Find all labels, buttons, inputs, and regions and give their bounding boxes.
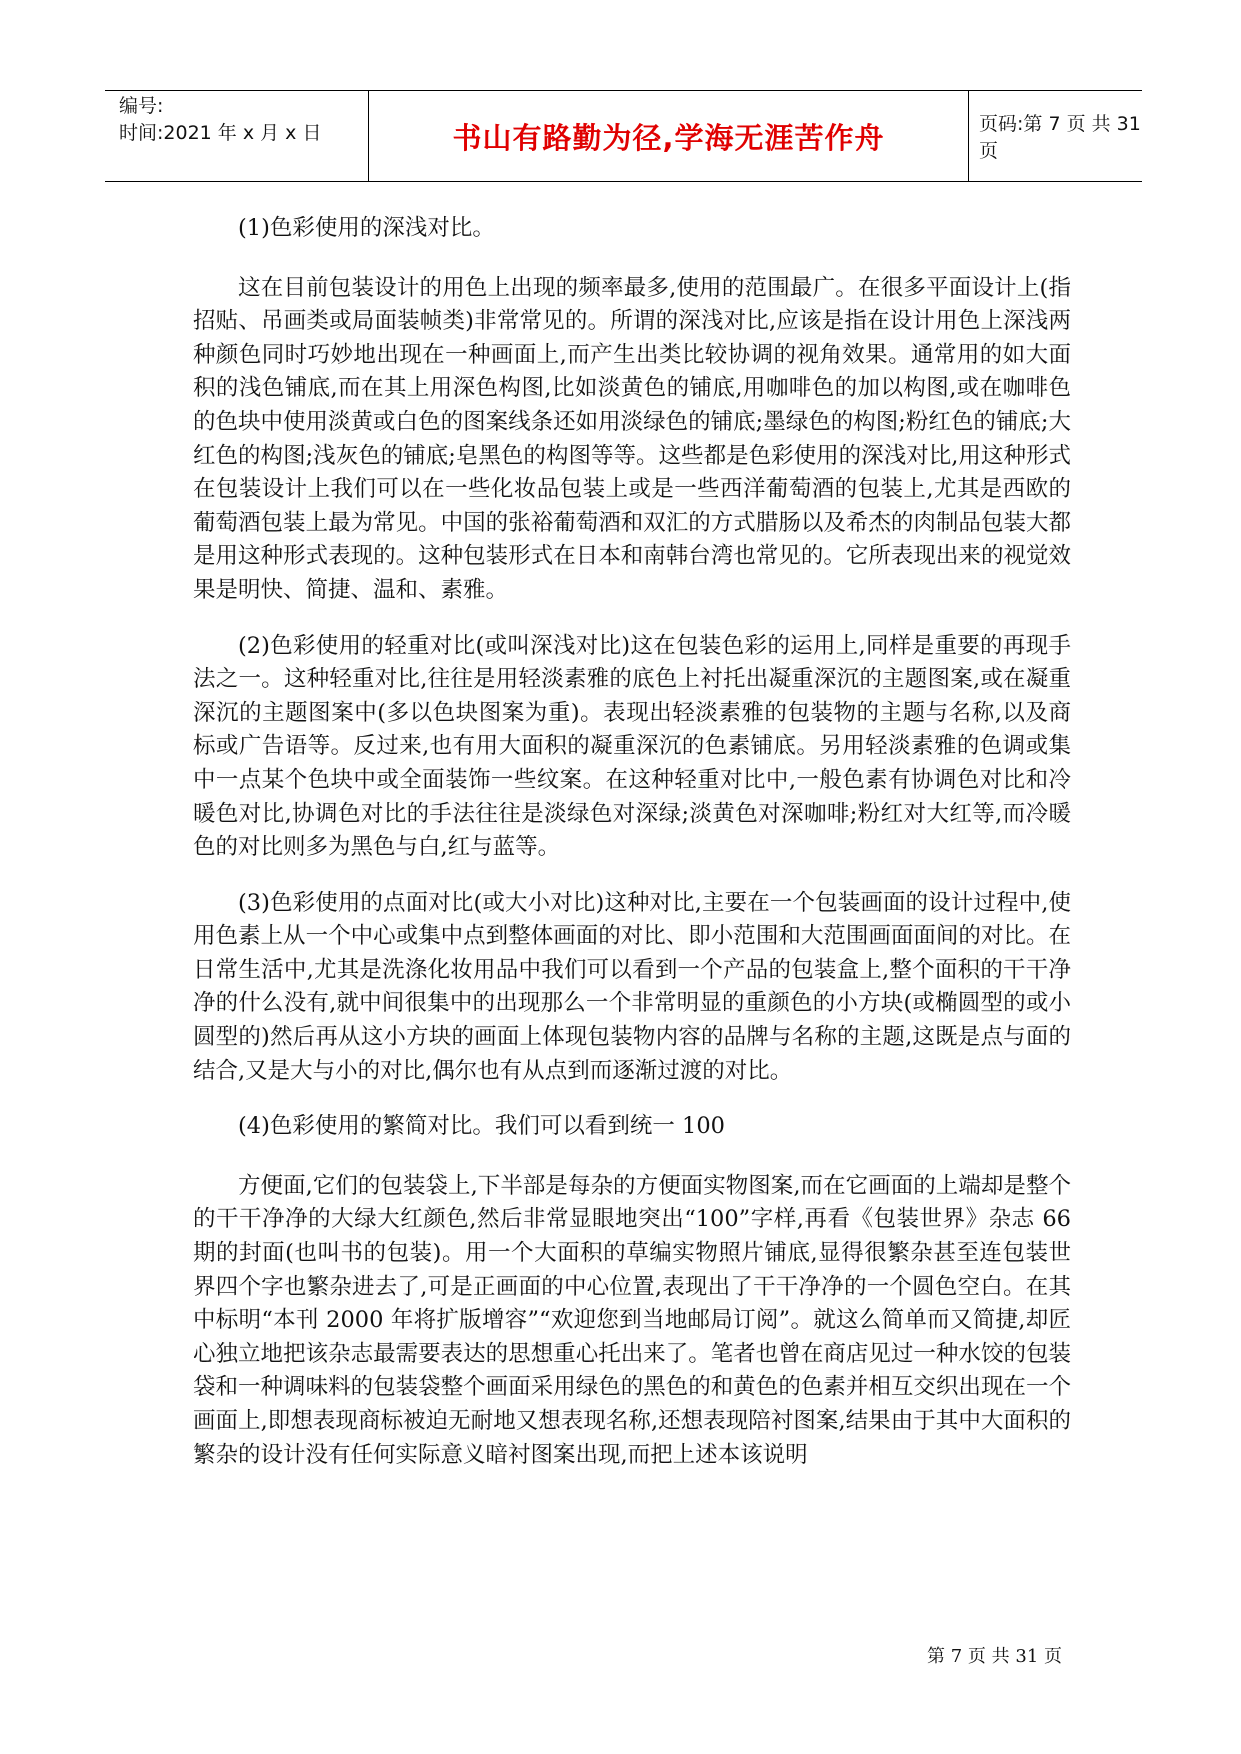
header-motto-cell	[369, 91, 969, 181]
time-label: 时间:2021 年 x 月 x 日	[119, 122, 322, 144]
header-page-cell	[969, 91, 1142, 181]
page-footer: 第 7 页 共 31 页	[927, 1646, 1062, 1667]
serial-label: 编号:	[119, 95, 164, 117]
paragraph: (2)色彩使用的轻重对比(或叫深浅对比)这在包装色彩的运用上,同样是重要的再现手法之一。这种轻重对比,往往是用轻淡素雅的底色上衬托出凝重深沉的主题图案,或在凝重深沉的主题图案中(多以色块图案为重)。表现出轻淡素雅的包装物的主题与名称,以及商标或广告语等。反过来,也有用大面积的凝重深沉的色素铺底。另用轻淡素雅的色调或集中一点某个色块中或全面装饰一些纹案。在这种轻重对比中,一般色素有协调色对比和冷暖色对比,协调色对比的手法往往是淡绿色对深绿;淡黄色对深咖啡;粉红对大红等,而冷暖色的对比则多为黑色与白,红与蓝等。	[193, 632, 1071, 861]
paragraph-heading-4: (4)色彩使用的繁简对比。我们可以看到统一 100	[238, 1113, 725, 1140]
paragraph: 这在目前包装设计的用色上出现的频率最多,使用的范围最广。在很多平面设计上(指招贴、吊画类或局面装帧类)非常常见的。所谓的深浅对比,应该是指在设计用色上深浅两种颜色同时巧妙地出现在一种画面上,而产生出类比较协调的视角效果。通常用的如大面积的浅色铺底,而在其上用深色构图,比如淡黄色的铺底,用咖啡色的加以构图,或在咖啡色的色块中使用淡黄或白色的图案线条还如用淡绿色的铺底;墨绿色的构图;粉红色的铺底;大红色的构图;浅灰色的铺底;皂黑色的构图等等。这些都是色彩使用的深浅对比,用这种形式在包装设计上我们可以在一些化妆品包装上或是一些西洋葡萄酒的包装上,尤其是西欧的葡萄酒包装上最为常见。中国的张裕葡萄酒和双汇的方式腊肠以及希杰的肉制品包装大都是用这种形式表现的。这种包装形式在日本和南韩台湾也常见的。它所表现出来的视觉效果是明快、简捷、温和、素雅。	[193, 274, 1071, 603]
paragraph: (3)色彩使用的点面对比(或大小对比)这种对比,主要在一个包装画面的设计过程中,使用色素上从一个中心或集中点到整体画面的对比、即小范围和大范围画面面间的对比。在日常生活中,尤其是洗涤化妆用品中我们可以看到一个产品的包装盒上,整个面积的干干净净的什么没有,就中间很集中的出现那么一个非常明显的重颜色的小方块(或椭圆型的或小圆型的)然后再从这小方块的画面上体现包装物内容的品牌与名称的主题,这既是点与面的结合,又是大与小的对比,偶尔也有从点到而逐渐过渡的对比。	[193, 889, 1071, 1084]
paragraph: 方便面,它们的包装袋上,下半部是每杂的方便面实物图案,而在它画面的上端却是整个的干干净净的大绿大红颜色,然后非常显眼地突出“100”字样,再看《包装世界》杂志 66 期的封面(也叫书的包装)。用一个大面积的草编实物照片铺底,显得很繁杂甚至连包装世界四个字也繁杂进去了,可是正画面的中心位置,表现出了干干净净的一个圆色空白。在其中标明“本刊 2000 年将扩版增容”“欢迎您到当地邮局订阅”。就这么简单而又简捷,却匠心独立地把该杂志最需要表达的思想重心托出来了。笔者也曾在商店见过一种水饺的包装袋和一种调味料的包装袋整个画面采用绿色的黑色的和黄色的色素并相互交织出现在一个画面上,即想表现商标被迫无耐地又想表现名称,还想表现陪衬图案,结果由于其中大面积的繁杂的设计没有任何实际意义暗衬图案出现,而把上述本该说明	[193, 1172, 1071, 1468]
document-body	[193, 212, 1071, 1494]
page-header	[105, 90, 1142, 182]
header-page-label: 页码:第 7 页 共 31 页	[979, 113, 1141, 162]
header-motto: 书山有路勤为径,学海无涯苦作舟	[452, 120, 885, 155]
paragraph-heading-1: (1)色彩使用的深浅对比。	[238, 215, 495, 241]
header-meta	[105, 91, 369, 181]
